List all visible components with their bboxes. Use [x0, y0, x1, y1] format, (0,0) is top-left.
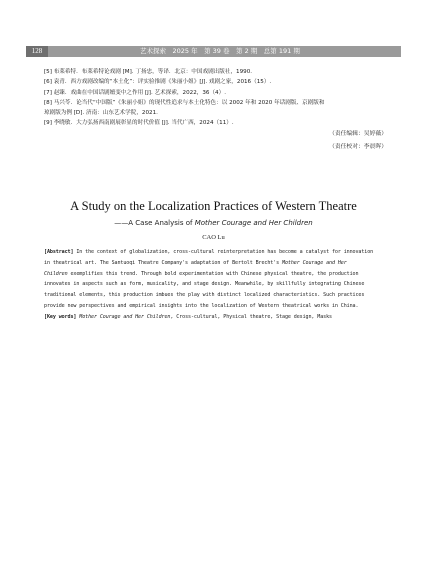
keywords-label: [Key words]	[44, 313, 77, 320]
author: CAO Lu	[202, 234, 225, 241]
english-subtitle: ——A Case Analysis of Mother Courage and Her Children	[114, 219, 313, 227]
abstract-line: [Abstract] In the context of globalization, cross-cultural reinterpretation has become a catalyst for innovation	[44, 249, 374, 255]
abstract-line: innovates in aspects such as form, musicality, and stage design. Meanwhile, by skillfully integrating Chinese	[44, 281, 365, 288]
abstract	[44, 247, 394, 323]
abstract-line: traditional elements, this production imbues the play with distinct localized characteristics. Such practices	[44, 292, 365, 299]
reference-item: [9] 李晓敏．大力弘扬西南剧展彰显的时代价值 [J]. 当代广西，2024（11）.	[44, 120, 234, 127]
journal-info: 艺术探索 2025 年 第 39 卷 第 2 期 总第 191 期	[140, 47, 300, 55]
reference-list	[44, 67, 394, 129]
reference-item: 琼剧版为例 [D]. 济南：山东艺术学院，2021.	[44, 110, 158, 117]
subtitle-work-title: Mother Courage and Her Children	[194, 219, 313, 227]
keywords-line: [Key words] Mother Courage and Her Children, Cross-cultural, Physical theatre, Stage design, Masks	[44, 313, 332, 320]
responsible-editor: （责任编辑：吴婷薇）	[329, 131, 387, 137]
abstract-line: provide new perspectives and empirical insights into the localization of Western theatrical works in China.	[44, 302, 359, 309]
abstract-line: in theatrical art. The Santuoqi Theatre Company's adaptation of Bertolt Brecht's Mother Courage and Her	[44, 259, 347, 266]
reference-item: [6] 袁青．西方戏剧改编的“本土化”：评实验推剧《朱丽小姐》[J]. 戏剧之家，2016（15）.	[44, 79, 272, 86]
reference-item: [5] 布莱希特．布莱希特论戏剧 [M]. 丁扬忠，等译．北京：中国戏剧出版社，1990.	[44, 69, 253, 75]
reference-item: [8] 马兴苓．论当代“中国版”《朱丽小姐》的现代性追求与本土化特色：以 2002 年和 2020 年话剧版、京剧版和	[44, 99, 325, 106]
abstract-label: [Abstract]	[44, 249, 74, 255]
reference-item: [7] 赵臻．戏曲在中国话剧嬗变中之作用 [J]. 艺术探索，2022，36（4）.	[44, 89, 226, 96]
english-title: A Study on the Localization Practices of Western Theatre	[70, 199, 357, 213]
page-number: 128	[26, 46, 48, 57]
abstract-line: Children exemplifies this trend. Through bold experimentation with Chinese physical theatre, the production	[44, 270, 359, 277]
responsible-proofreader: （责任校对：李晨晖）	[329, 144, 387, 150]
